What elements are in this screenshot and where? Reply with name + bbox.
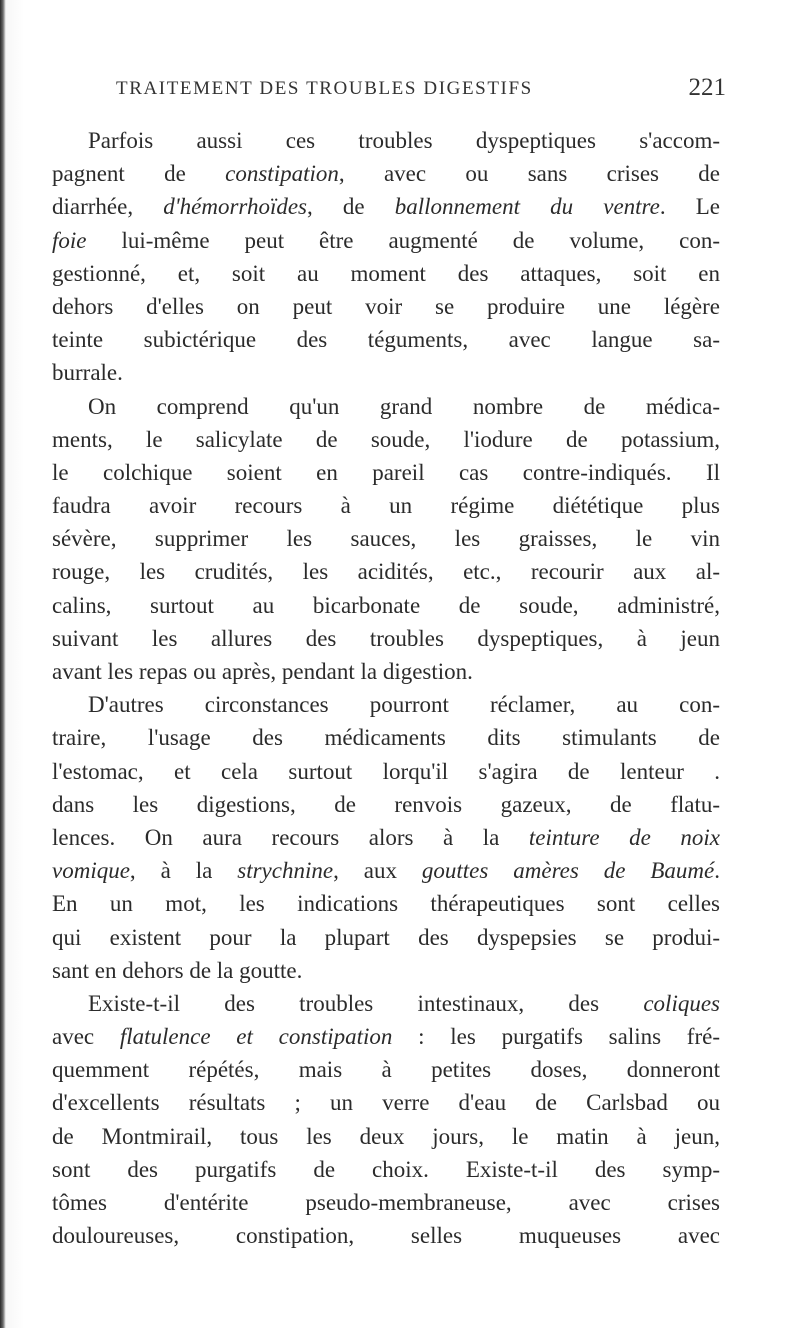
- italic-term: ballonnement du ventre: [394, 194, 660, 220]
- text-line: [52, 290, 720, 323]
- text-line: [52, 589, 720, 622]
- text-segment: .: [714, 858, 721, 884]
- text-line: [52, 456, 720, 489]
- text-segment: , avec ou sans crises de: [338, 161, 720, 187]
- text-line: [52, 788, 720, 821]
- text-segment: . Le: [659, 194, 721, 220]
- text-line: [52, 655, 720, 688]
- italic-term: gouttes amères de Baumé: [421, 858, 715, 884]
- text-line: [52, 1186, 720, 1219]
- text-line: [52, 821, 720, 854]
- text-line: [52, 124, 720, 157]
- running-head: TRAITEMENT DES TROUBLES DIGESTIFS: [116, 78, 533, 99]
- italic-term: constipation: [225, 161, 339, 187]
- text-segment: D'autres circonstances pourront réclamer, au con-: [88, 692, 720, 718]
- text-segment: diarrhée,: [52, 194, 164, 220]
- text-segment: En un mot, les indications thérapeutiques sont celles: [52, 891, 720, 917]
- text-segment: teinte subictérique des téguments, avec langue sa-: [52, 327, 720, 353]
- text-segment: douloureuses, constipation, selles muqueuses avec: [52, 1223, 720, 1249]
- text-segment: : les purgatifs salins fré-: [392, 1024, 720, 1050]
- text-segment: suivant les allures des troubles dyspeptiques, à jeun: [52, 625, 720, 651]
- text-line: [52, 1053, 720, 1086]
- text-line: [52, 921, 720, 954]
- text-segment: tômes d'entérite pseudo-membraneuse, avec crises: [52, 1190, 720, 1215]
- text-segment: quemment répétés, mais à petites doses, donneront: [52, 1057, 720, 1083]
- text-line: [52, 157, 720, 190]
- text-segment: , de: [307, 194, 395, 220]
- text-segment: d'excellents résultats ; un verre d'eau de Carlsbad ou: [52, 1090, 720, 1116]
- text-segment: de Montmirail, tous les deux jours, le matin à jeun,: [52, 1123, 720, 1149]
- text-line: [52, 688, 720, 721]
- italic-term: coliques: [643, 990, 720, 1016]
- text-segment: sévère, supprimer les sauces, les graisses, le vin: [52, 526, 720, 552]
- text-segment: l'estomac, et cela surtout lorqu'il s'agira de lenteur .: [52, 758, 720, 784]
- text-line: [52, 622, 720, 655]
- text-segment: Parfois aussi ces troubles dyspeptiques s'accom-: [88, 128, 720, 153]
- text-segment: dans les digestions, de renvois gazeux, de flatu-: [52, 791, 720, 817]
- text-line: [52, 390, 720, 423]
- text-segment: , à la: [129, 858, 238, 884]
- text-segment: traire, l'usage des médicaments dits stimulants de: [52, 725, 720, 751]
- body-text: [52, 124, 720, 1252]
- text-line: [52, 190, 720, 223]
- text-segment: burrale.: [52, 360, 123, 386]
- text-line: [52, 755, 720, 788]
- text-line: [52, 323, 720, 356]
- text-segment: lences. On aura recours alors à la: [52, 824, 529, 850]
- text-line: [52, 1020, 720, 1053]
- italic-term: foie: [52, 227, 87, 253]
- page-header: [116, 74, 726, 106]
- text-line: [52, 721, 720, 754]
- text-line: [52, 489, 720, 522]
- text-segment: avant les repas ou après, pendant la digestion.: [52, 659, 473, 684]
- text-segment: pagnent de: [52, 161, 226, 187]
- text-segment: sont des purgatifs de choix. Existe-t-il des symp-: [52, 1156, 720, 1182]
- binding-edge: [0, 0, 6, 1328]
- text-segment: lui-même peut être augmenté de volume, con-: [86, 227, 720, 253]
- italic-term: d'hémorrhoïdes: [163, 194, 308, 220]
- italic-term: teinture de noix: [528, 824, 721, 850]
- text-segment: gestionné, et, soit au moment des attaques, soit en: [52, 260, 720, 286]
- text-line: [52, 987, 720, 1020]
- text-line: [52, 854, 720, 887]
- text-segment: sant en dehors de la goutte.: [52, 957, 303, 983]
- text-line: [52, 1219, 720, 1252]
- text-segment: le colchique soient en pareil cas contre-indiqués. Il: [52, 459, 720, 485]
- text-line: [52, 257, 720, 290]
- text-line: [52, 1086, 720, 1119]
- italic-term: flatulence et constipation: [119, 1024, 393, 1050]
- text-line: [52, 1153, 720, 1186]
- text-segment: rouge, les crudités, les acidités, etc., recourir aux al-: [52, 559, 720, 585]
- text-segment: qui existent pour la plupart des dyspepsies se produi-: [52, 924, 720, 950]
- text-line: [52, 356, 720, 389]
- text-line: [52, 954, 720, 987]
- page-number: 221: [688, 74, 726, 101]
- text-line: [52, 522, 720, 555]
- text-segment: faudra avoir recours à un régime diététique plus: [52, 493, 720, 519]
- text-segment: On comprend qu'un grand nombre de médica-: [88, 393, 720, 419]
- text-line: [52, 1120, 720, 1153]
- text-segment: Existe-t-il des troubles intestinaux, des: [88, 990, 644, 1016]
- text-segment: calins, surtout au bicarbonate de soude, administré,: [52, 592, 720, 618]
- text-line: [52, 423, 720, 456]
- text-segment: dehors d'elles on peut voir se produire une légère: [52, 293, 720, 319]
- text-segment: , aux: [333, 858, 422, 884]
- text-line: [52, 887, 720, 920]
- text-line: [52, 555, 720, 588]
- italic-term: strychnine: [237, 858, 334, 884]
- italic-term: vomique: [52, 858, 130, 884]
- text-line: [52, 224, 720, 257]
- text-segment: avec: [52, 1024, 120, 1050]
- text-segment: ments, le salicylate de soude, l'iodure de potassium,: [52, 426, 720, 452]
